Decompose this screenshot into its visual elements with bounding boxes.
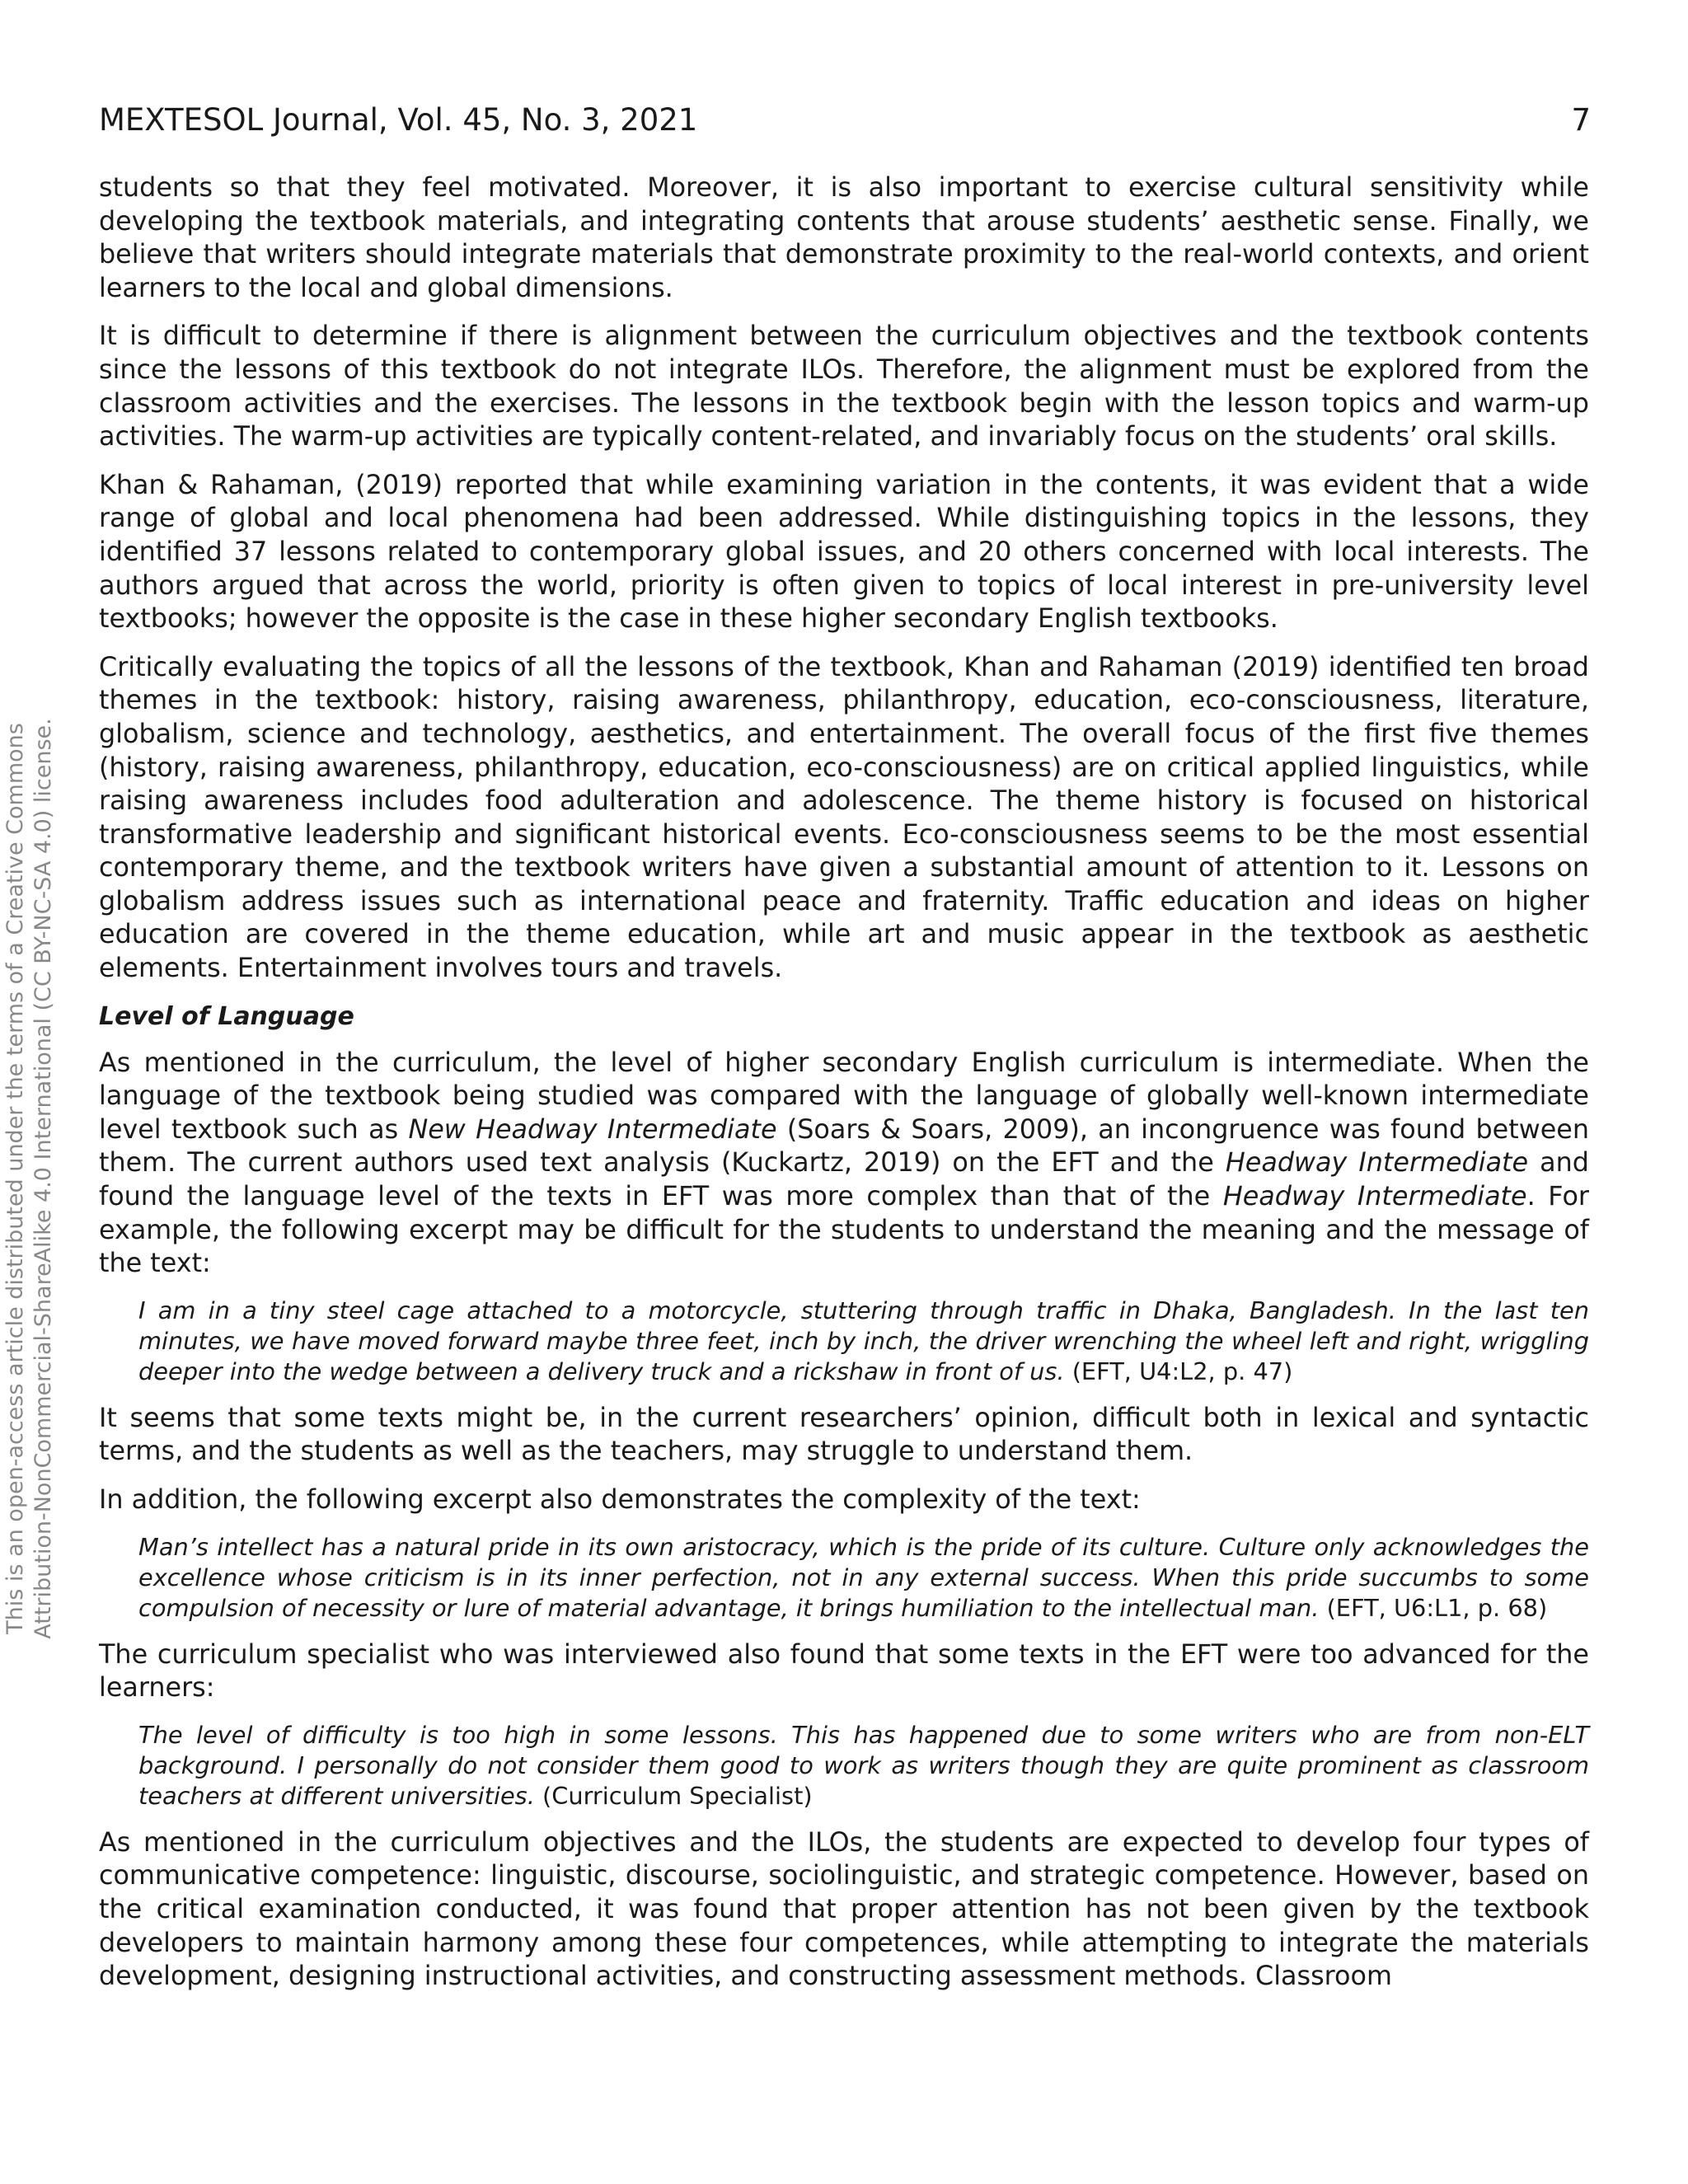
paragraph: As mentioned in the curriculum objectives and the ILOs, the students are expected to develop four types of communicative competence: linguistic, discourse, sociolinguistic, and strategic competence. However, based on the critical examination conducted, it was found that proper attention has not been given by the textbook developers to maintain harmony among these four competences, while attempting to integrate the materials development, designing instructional activities, and constructing assessment methods. Classroom <box>99 1826 1589 1992</box>
paragraph: Khan & Rahaman, (2019) reported that while examining variation in the contents, it was evident that a wide range of global and local phenomena had been addressed. While distinguishing topics in the lessons, they identified 37 lessons related to contemporary global issues, and 20 others concerned with local interests. The authors argued that across the world, priority is often given to topics of local interest in pre-university level textbooks; however the opposite is the case in these higher secondary English textbooks. <box>99 469 1589 635</box>
paragraph: In addition, the following excerpt also demonstrates the complexity of the text: <box>99 1484 1141 1515</box>
book-title: Headway Intermediate <box>1222 1181 1527 1212</box>
block-quote <box>138 1532 1589 1624</box>
quote-citation: (EFT, U6:L1, p. 68) <box>1319 1593 1548 1622</box>
license-text <box>2 684 58 1673</box>
text-run: . For example, the following excerpt may be difficult for the students to understand the meaning and the message of the text: <box>99 1181 1589 1279</box>
quote-text: The level of difficulty is too high in some lessons. This has happened due to some writers who are from non-ELT background. I personally do not consider them good to work as writers though they are quite prominent as classroom teachers at different universities. <box>138 1720 1589 1810</box>
book-title: Headway Intermediate <box>1225 1147 1529 1179</box>
article-body <box>99 171 1589 2008</box>
paragraph: The curriculum specialist who was interviewed also found that some texts in the EFT were too advanced for the learners: <box>99 1638 1589 1704</box>
paragraph: students so that they feel motivated. Moreover, it is also important to exercise cultural sensitivity while developing the textbook materials, and integrating contents that arouse students’ aesthetic sense. Finally, we believe that writers should integrate materials that demonstrate proximity to the real-world contexts, and orient learners to the local and global dimensions. <box>99 172 1589 303</box>
text-run: and found the language level of the texts in EFT was more complex than that of the <box>99 1147 1589 1212</box>
page-number: 7 <box>1571 102 1591 138</box>
quote-text: I am in a tiny steel cage attached to a motorcycle, stuttering through traffic in Dhaka, Bangladesh. In the last ten minutes, we have moved forward maybe three feet, inch by inch, the driver wrenching the wheel left and right, wriggling deeper into the wedge between a delivery truck and a rickshaw in front of us. <box>138 1296 1589 1385</box>
quote-citation: (EFT, U4:L2, p. 47) <box>1064 1357 1293 1385</box>
paragraph: Critically evaluating the topics of all the lessons of the textbook, Khan and Rahaman (2019) identified ten broad themes in the textbook: history, raising awareness, philanthropy, education, eco-consciousness, literature, globalism, science and technology, aesthetics, and entertainment. The overall focus of the first five themes (history, raising awareness, philanthropy, education, eco-consciousness) are on critical applied linguistics, while raising awareness includes food adulteration and adolescence. The theme history is focused on historical transformative leadership and significant historical events. Eco-consciousness seems to be the most essential contemporary theme, and the textbook writers have given a substantial amount of attention to it. Lessons on globalism address issues such as international peace and fraternity. Traffic education and ideas on higher education are covered in the theme education, while art and music appear in the textbook as aesthetic elements. Entertainment involves tours and travels. <box>99 651 1589 984</box>
running-header <box>99 97 1591 143</box>
text-run: As mentioned in the curriculum, the level of higher secondary English curriculum is intermediate. When the language of the textbook being studied was compared with the language of globally well-known intermediate level textbook such as <box>99 1047 1589 1145</box>
section-heading: Level of Language <box>99 1001 354 1031</box>
quote-text: Man’s intellect has a natural pride in its own aristocracy, which is the pride of its culture. Culture only acknowledges the excellence whose criticism is in its inner perfection, not in any external success. When this pride succumbs to some compulsion of necessity or lure of material advantage, it brings humiliation to the intellectual man. <box>138 1532 1589 1622</box>
license-line-1: This is an open-access article distributed under the terms of a Creative Commons <box>2 723 28 1634</box>
text-run: (Soars & Soars, 2009), an incongruence was found between them. The current authors used text analysis (Kuckartz, 2019) on the EFT and the <box>99 1113 1589 1179</box>
block-quote <box>138 1296 1589 1387</box>
journal-citation: MEXTESOL Journal, Vol. 45, No. 3, 2021 <box>99 102 698 138</box>
paragraph <box>99 1047 1589 1281</box>
quote-citation: (Curriculum Specialist) <box>534 1781 813 1810</box>
block-quote <box>138 1720 1589 1811</box>
paragraph: It is difficult to determine if there is alignment between the curriculum objectives and the textbook contents since the lessons of this textbook do not integrate ILOs. Therefore, the alignment must be explored from the classroom activities and the exercises. The lessons in the textbook begin with the lesson topics and warm-up activities. The warm-up activities are typically content-related, and invariably focus on the students’ oral skills. <box>99 321 1589 452</box>
paragraph: It seems that some texts might be, in the current researchers’ opinion, difficult both in lexical and syntactic terms, and the students as well as the teachers, may struggle to understand them. <box>99 1402 1589 1467</box>
book-title: New Headway Intermediate <box>408 1113 777 1145</box>
license-line-2: Attribution-NonCommercial-ShareAlike 4.0 International (CC BY-NC-SA 4.0) license. <box>30 718 56 1639</box>
